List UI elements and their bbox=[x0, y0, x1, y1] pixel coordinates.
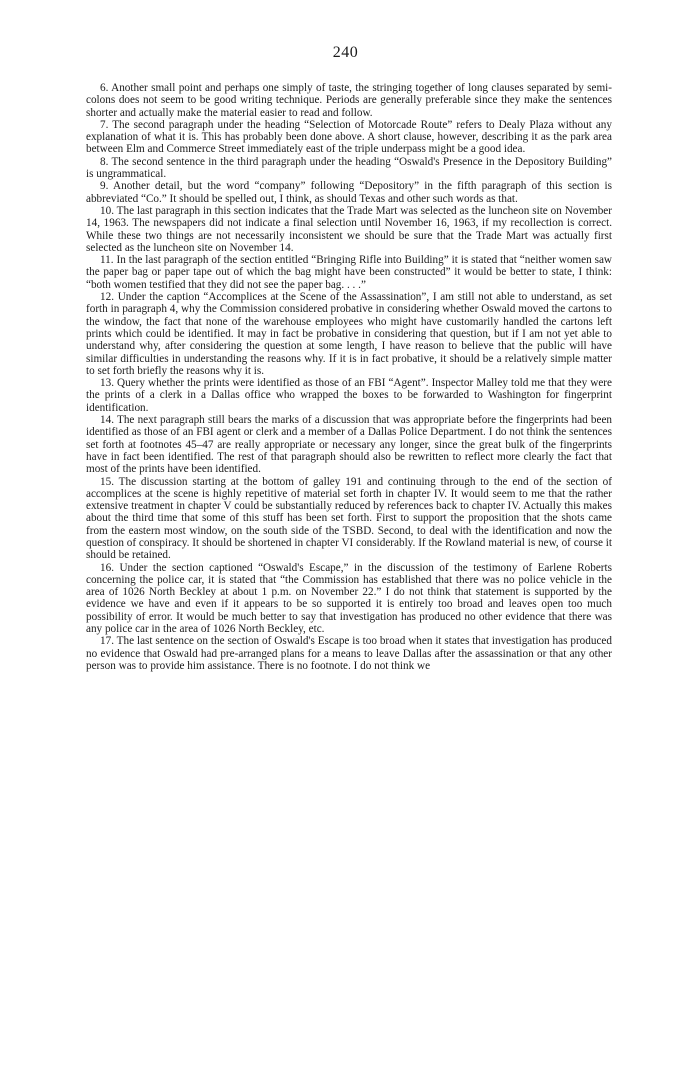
paragraph-17: 17. The last sentence on the section of Oswald's Escape is too broad when it states that investigation has produced no evidence that Oswald had pre-arranged plans for a means to leave Dallas after the assassination or that any other person was to provide him assistance. There is no footnote. I do not think we bbox=[86, 635, 612, 672]
paragraph-9: 9. Another detail, but the word “company” following “Depository” in the fifth paragraph of this section is abbreviated “Co.” It should be spelled out, I think, as should Texas and other such words as that. bbox=[86, 180, 612, 205]
body-text bbox=[86, 82, 612, 672]
paragraph-8: 8. The second sentence in the third paragraph under the heading “Oswald's Presence in the Depository Building” is ungrammatical. bbox=[86, 155, 612, 181]
page-number: 240 bbox=[332, 44, 359, 61]
paragraph-16: 16. Under the section captioned “Oswald's Escape,” in the discussion of the testimony of Earlene Roberts concerning the police car, it is stated that “the Commission has established that there was no police vehicle in the area of 1026 North Beckley at about 1 p.m. on November 22.” I do not think that statement is supported by the evidence we have and even if it appears to be so supported it is entirely too broad and leaves open too much possibility of error. It would be much better to say that investigation has produced no other evidence that there was any police car in the area of 1026 North Beckley, etc. bbox=[86, 561, 612, 636]
paragraph-13: 13. Query whether the prints were identified as those of an FBI “Agent”. Inspector Malley told me that they were the prints of a clerk in a Dallas office who wrapped the boxes to be forwarded to Washington for fingerprint identification. bbox=[86, 377, 612, 414]
paragraph-7: 7. The second paragraph under the heading “Selection of Motorcade Route” refers to Dealy Plaza without any explanation of what it is. This has probably been done above. A short clause, however, describing it as the park area between Elm and Commerce Street immediately east of the triple underpass might be a good idea. bbox=[86, 118, 612, 156]
paragraph-12: 12. Under the caption “Accomplices at the Scene of the Assassination”, I am still not able to understand, as set forth in paragraph 4, why the Commission considered probative in considering whether Oswald moved the cartons to the window, the fact that none of the warehouse employees who might have customarily handled the cartons left prints which could be identified. It may in fact be probative in considering that question, but if I am not yet able to understand why, after considering the question at some length, I have reason to believe that the public will have similar difficulties in understanding the reasons why. If it is in fact probative, it should be a relatively simple matter to set forth briefly the reasons why it is. bbox=[86, 291, 612, 377]
paragraph-10: 10. The last paragraph in this section indicates that the Trade Mart was selected as the luncheon site on November 14, 1963. The newspapers did not indicate a final selection until November 16, 1963, if my recollection is correct. While these two things are not necessarily inconsistent we should be sure that the Trade Mart was actually first selected as the luncheon site on November 14. bbox=[86, 204, 612, 254]
paragraph-15: 15. The discussion starting at the bottom of galley 191 and continuing through to the end of the section of accomplices at the scene is highly repetitive of material set forth in chapter IV. It would seem to me that the rather extensive treatment in chapter V could be substantially reduced by references back to chapter IV. Actually this makes about the third time that some of this stuff has been set forth. First to support the proposition that the shots came from the eastern most window, on the south side of the TSBD. Second, to deal with the identification and now the question of conspiracy. It should be shortened in chapter VI considerably. If the Rowland material is new, of course it should be retained. bbox=[86, 475, 612, 562]
paragraph-6: 6. Another small point and perhaps one simply of taste, the stringing together of long clauses separated by semi-colons does not seem to be good writing technique. Periods are generally preferable since they make the sentences shorter and actually make the material easier to read and follow. bbox=[86, 82, 612, 119]
paragraph-11: 11. In the last paragraph of the section entitled “Bringing Rifle into Building” it is stated that “neither women saw the paper bag or paper tape out of which the bag might have been constructed” it would be better to state, I think: “both women testified that they did not see the paper bag. . . .” bbox=[86, 254, 612, 291]
paragraph-14: 14. The next paragraph still bears the marks of a discussion that was appropriate before the fingerprints had been identified as those of an FBI agent or clerk and a member of a Dallas Police Department. I do not think the sentences set forth at footnotes 45–47 are really appropriate or necessary any longer, since the great bulk of the fingerprints have in fact been identified. The rest of that paragraph should also be rewritten to reflect more clearly the fact that most of the prints have been identified. bbox=[86, 414, 612, 476]
